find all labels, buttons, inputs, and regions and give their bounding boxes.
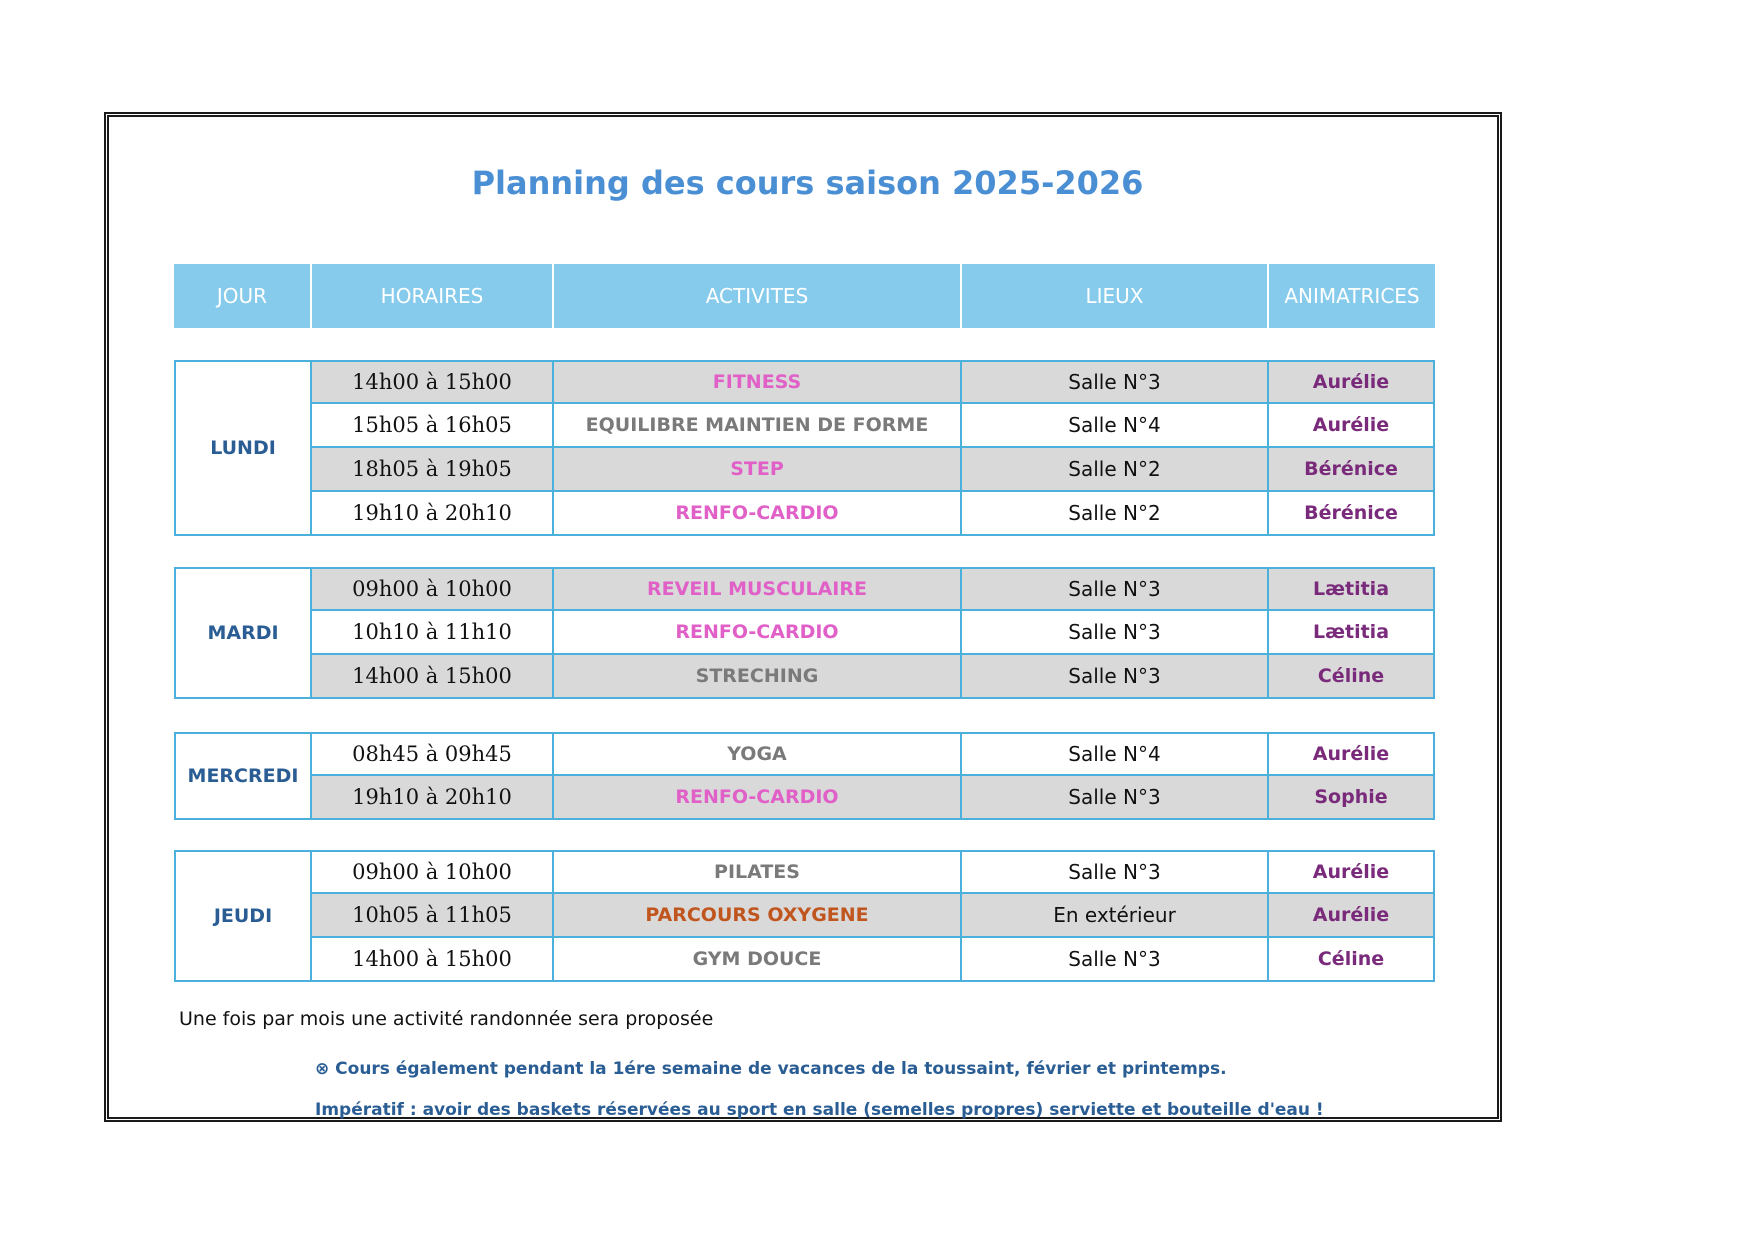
activity-cell: PILATES — [552, 850, 962, 894]
table-row — [312, 404, 1435, 448]
note-monthly: Une fois par mois une activité randonnée sera proposée — [179, 1008, 714, 1030]
header-horaires: HORAIRES — [312, 264, 554, 328]
activity-cell: EQUILIBRE MAINTIEN DE FORME — [552, 402, 962, 448]
time-cell: 08h45 à 09h45 — [310, 732, 554, 776]
activity-cell: PARCOURS OXYGENE — [552, 892, 962, 938]
place-cell: Salle N°3 — [960, 567, 1269, 611]
place-cell: Salle N°3 — [960, 360, 1269, 404]
day-label: MARDI — [174, 567, 312, 699]
place-cell: Salle N°3 — [960, 936, 1269, 982]
activity-cell: STEP — [552, 446, 962, 492]
instructor-cell: Aurélie — [1267, 360, 1435, 404]
place-cell: Salle N°4 — [960, 402, 1269, 448]
time-cell: 19h10 à 20h10 — [310, 490, 554, 536]
day-group-mercredi — [174, 732, 1435, 820]
table-row — [312, 732, 1435, 776]
place-cell: Salle N°3 — [960, 774, 1269, 820]
time-cell: 09h00 à 10h00 — [310, 567, 554, 611]
activity-cell: GYM DOUCE — [552, 936, 962, 982]
time-cell: 10h10 à 11h10 — [310, 609, 554, 655]
table-row — [312, 611, 1435, 655]
table-row — [312, 448, 1435, 492]
place-cell: Salle N°4 — [960, 732, 1269, 776]
instructor-cell: Lætitia — [1267, 567, 1435, 611]
place-cell: Salle N°3 — [960, 653, 1269, 699]
header-activites: ACTIVITES — [554, 264, 962, 328]
activity-cell: REVEIL MUSCULAIRE — [552, 567, 962, 611]
instructor-cell: Aurélie — [1267, 402, 1435, 448]
instructor-cell: Bérénice — [1267, 446, 1435, 492]
instructor-cell: Céline — [1267, 936, 1435, 982]
instructor-cell: Lætitia — [1267, 609, 1435, 655]
time-cell: 18h05 à 19h05 — [310, 446, 554, 492]
place-cell: Salle N°2 — [960, 490, 1269, 536]
page-title: Planning des cours saison 2025-2026 — [471, 164, 1144, 202]
time-cell: 14h00 à 15h00 — [310, 936, 554, 982]
instructor-cell: Céline — [1267, 653, 1435, 699]
instructor-cell: Bérénice — [1267, 490, 1435, 536]
place-cell: Salle N°3 — [960, 609, 1269, 655]
header-jour: JOUR — [174, 264, 312, 328]
time-cell: 14h00 à 15h00 — [310, 653, 554, 699]
activity-cell: YOGA — [552, 732, 962, 776]
time-cell: 15h05 à 16h05 — [310, 402, 554, 448]
day-label: LUNDI — [174, 360, 312, 536]
note-vacation: ⊗ Cours également pendant la 1ére semaine de vacances de la toussaint, février et printemps. — [315, 1059, 1227, 1079]
table-row — [312, 776, 1435, 820]
place-cell: En extérieur — [960, 892, 1269, 938]
table-header — [174, 264, 1435, 328]
time-cell: 09h00 à 10h00 — [310, 850, 554, 894]
table-row — [312, 655, 1435, 699]
day-group-jeudi — [174, 850, 1435, 982]
day-label: JEUDI — [174, 850, 312, 982]
day-group-mardi — [174, 567, 1435, 699]
activity-cell: RENFO-CARDIO — [552, 609, 962, 655]
header-animatrices: ANIMATRICES — [1269, 264, 1435, 328]
time-cell: 10h05 à 11h05 — [310, 892, 554, 938]
activity-cell: RENFO-CARDIO — [552, 490, 962, 536]
note-mandatory: Impératif : avoir des baskets réservées au sport en salle (semelles propres) serviette et bouteille d'eau ! — [315, 1100, 1324, 1120]
instructor-cell: Aurélie — [1267, 850, 1435, 894]
place-cell: Salle N°2 — [960, 446, 1269, 492]
place-cell: Salle N°3 — [960, 850, 1269, 894]
header-lieux: LIEUX — [962, 264, 1269, 328]
day-label: MERCREDI — [174, 732, 312, 820]
activity-cell: RENFO-CARDIO — [552, 774, 962, 820]
table-row — [312, 894, 1435, 938]
day-group-lundi — [174, 360, 1435, 536]
instructor-cell: Aurélie — [1267, 732, 1435, 776]
instructor-cell: Sophie — [1267, 774, 1435, 820]
table-row — [312, 360, 1435, 404]
table-row — [312, 938, 1435, 982]
table-row — [312, 567, 1435, 611]
activity-cell: STRECHING — [552, 653, 962, 699]
activity-cell: FITNESS — [552, 360, 962, 404]
instructor-cell: Aurélie — [1267, 892, 1435, 938]
table-row — [312, 492, 1435, 536]
time-cell: 14h00 à 15h00 — [310, 360, 554, 404]
time-cell: 19h10 à 20h10 — [310, 774, 554, 820]
table-row — [312, 850, 1435, 894]
